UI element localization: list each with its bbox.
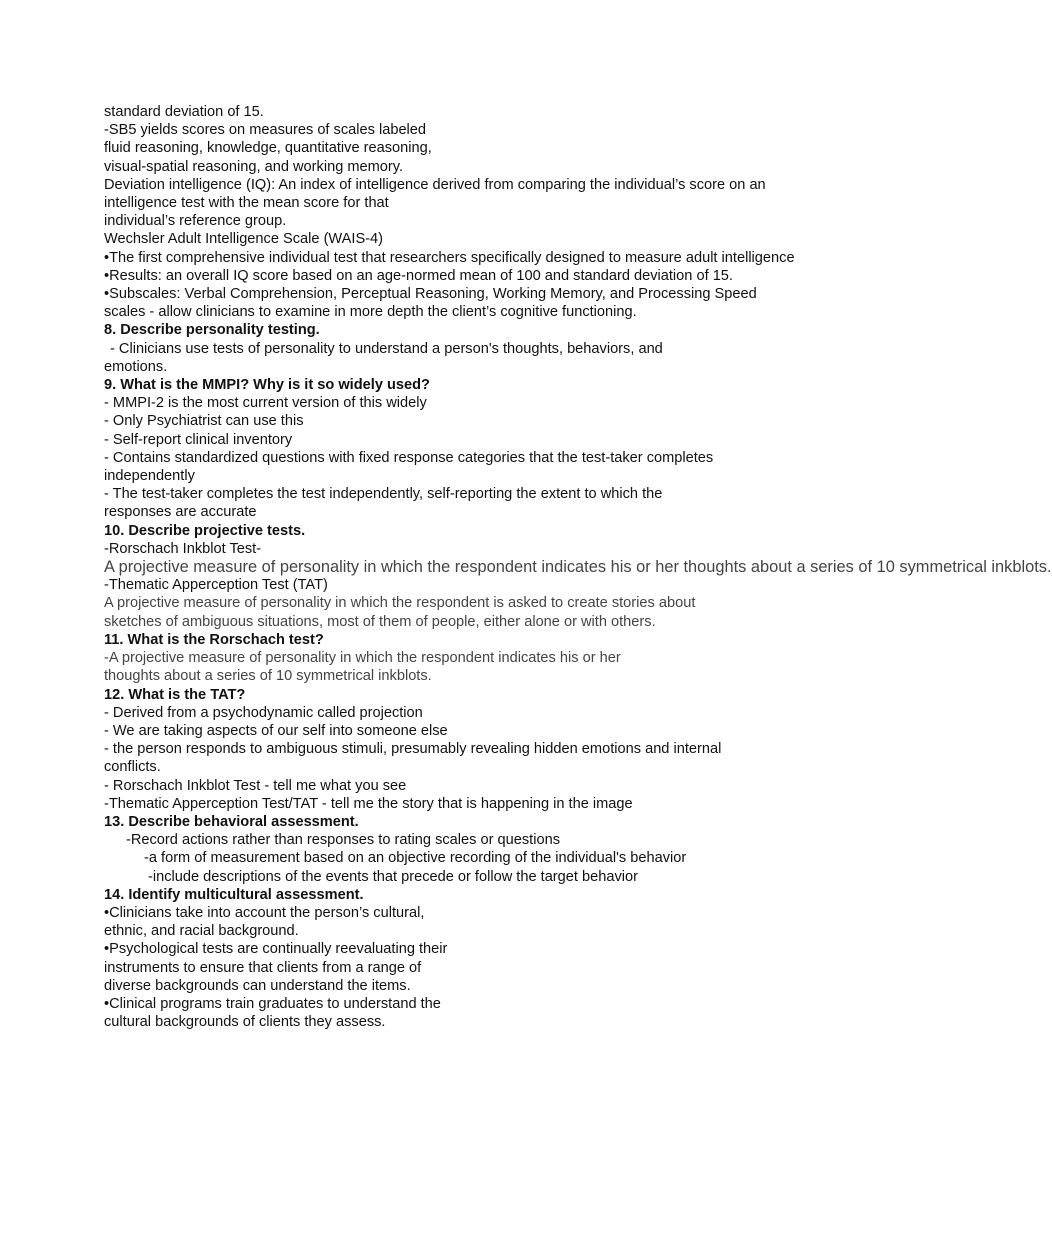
question-heading: 14. Identify multicultural assessment. (104, 886, 364, 903)
text-line: •Clinicians take into account the person’s cultural, (104, 904, 425, 921)
text-line: •The first comprehensive individual test that researchers specifically designed to measure adult intelligence (104, 249, 795, 266)
text-line: intelligence test with the mean score for that (104, 195, 389, 212)
text-line: cultural backgrounds of clients they assess. (104, 1014, 386, 1031)
text-line: emotions. (104, 358, 168, 375)
text-line: sketches of ambiguous situations, most of them of people, either alone or with others. (104, 613, 656, 630)
text-line: responses are accurate (104, 504, 257, 521)
question-heading: 11. What is the Rorschach test? (104, 631, 324, 648)
text-line: diverse backgrounds can understand the items. (104, 977, 411, 994)
text-line: -include descriptions of the events that precede or follow the target behavior (148, 868, 638, 885)
text-line: - MMPI-2 is the most current version of this widely (104, 395, 427, 412)
text-line: - the person responds to ambiguous stimuli, presumably revealing hidden emotions and internal (104, 741, 722, 758)
text-line: -Thematic Apperception Test (TAT) (104, 577, 328, 594)
text-line: •Results: an overall IQ score based on an age-normed mean of 100 and standard deviation of 15. (104, 267, 733, 284)
overflow-text-line: A projective measure of personality in which the respondent indicates his or her thoughts about a series of 10 symmetrical inkblots. (104, 558, 1052, 577)
text-line: A projective measure of personality in which the respondent is asked to create stories about (104, 595, 696, 612)
text-line: -Record actions rather than responses to rating scales or questions (126, 832, 560, 849)
text-line: -a form of measurement based on an objective recording of the individual's behavior (144, 850, 687, 867)
text-line: •Subscales: Verbal Comprehension, Perceptual Reasoning, Working Memory, and Processing Speed (104, 286, 757, 303)
text-line: Wechsler Adult Intelligence Scale (WAIS-4) (104, 231, 384, 248)
text-line: •Psychological tests are continually reevaluating their (104, 941, 448, 958)
text-line: Deviation intelligence (IQ): An index of intelligence derived from comparing the individual’s score on an (104, 176, 766, 193)
text-line: -A projective measure of personality in which the respondent indicates his or her (104, 650, 621, 667)
text-line: ethnic, and racial background. (104, 923, 299, 940)
question-heading: 10. Describe projective tests. (104, 522, 306, 539)
text-line: conflicts. (104, 759, 161, 776)
text-line: - Contains standardized questions with fixed response categories that the test-taker completes (104, 449, 714, 466)
text-line: thoughts about a series of 10 symmetrical inkblots. (104, 668, 432, 685)
text-line: -Thematic Apperception Test/TAT - tell me the story that is happening in the image (104, 795, 633, 812)
text-line: -Rorschach Inkblot Test- (104, 540, 262, 557)
question-heading: 12. What is the TAT? (104, 686, 246, 703)
text-line: - Rorschach Inkblot Test - tell me what you see (104, 777, 407, 794)
text-line: - Clinicians use tests of personality to understand a person's thoughts, behaviors, and (110, 340, 663, 357)
text-line: - We are taking aspects of our self into someone else (104, 722, 448, 739)
text-line: fluid reasoning, knowledge, quantitative reasoning, (104, 140, 432, 157)
document-text (104, 103, 1052, 1031)
text-line: instruments to ensure that clients from a range of (104, 959, 422, 976)
text-line: visual-spatial reasoning, and working memory. (104, 158, 404, 175)
text-line: standard deviation of 15. (104, 104, 264, 120)
text-line: - Derived from a psychodynamic called projection (104, 704, 423, 721)
text-line: -SB5 yields scores on measures of scales labeled (104, 122, 427, 139)
text-line: - The test-taker completes the test independently, self-reporting the extent to which the (104, 486, 663, 503)
text-line: independently (104, 468, 195, 485)
question-heading: 13. Describe behavioral assessment. (104, 813, 359, 830)
text-line: •Clinical programs train graduates to understand the (104, 995, 441, 1012)
text-line: - Self-report clinical inventory (104, 431, 293, 448)
text-line: - Only Psychiatrist can use this (104, 413, 304, 430)
text-line: scales - allow clinicians to examine in more depth the client’s cognitive functioning. (104, 304, 637, 321)
text-line: individual’s reference group. (104, 213, 287, 230)
question-heading: 8. Describe personality testing. (104, 322, 320, 339)
question-heading: 9. What is the MMPI? Why is it so widely used? (104, 377, 430, 394)
